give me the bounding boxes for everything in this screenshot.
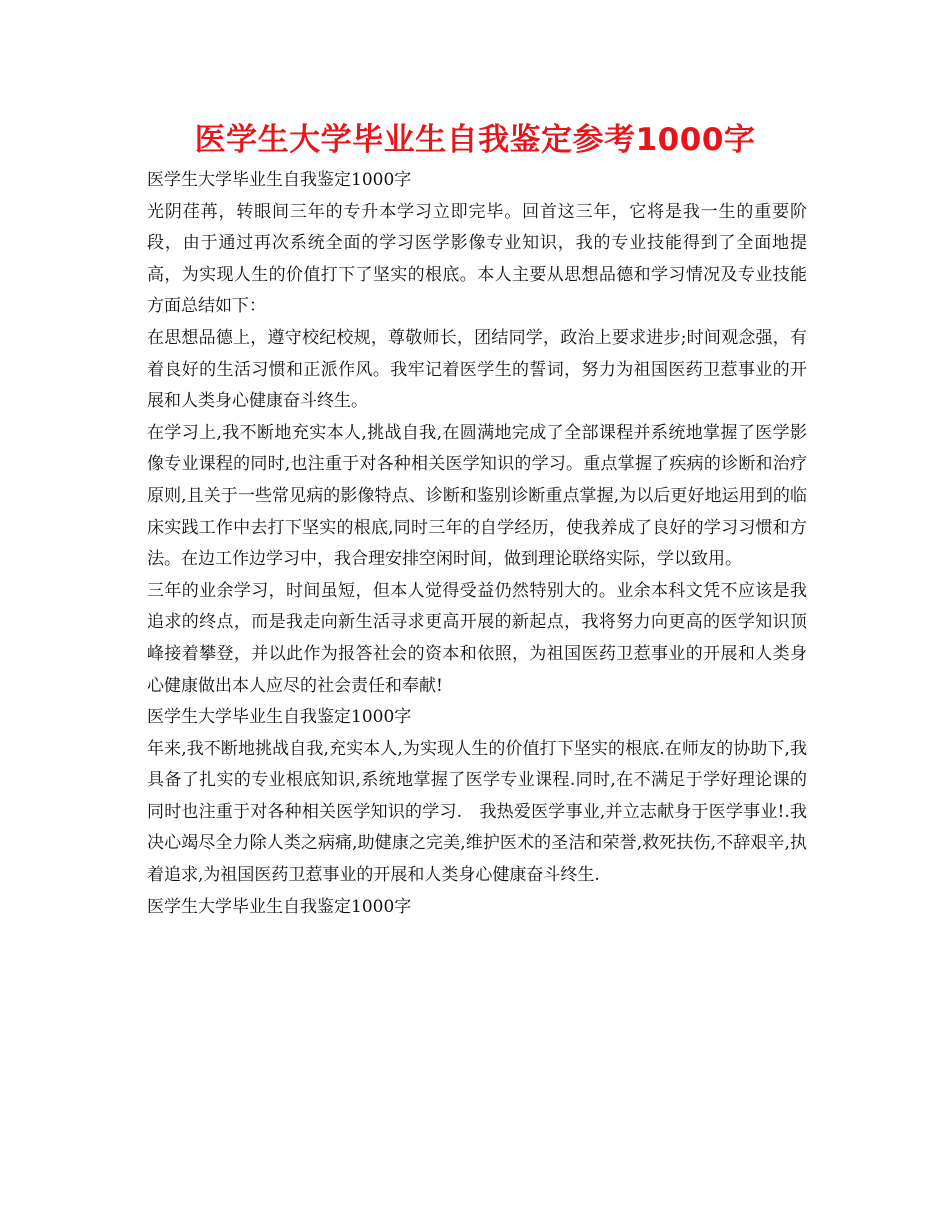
section-heading: 医学生大学毕业生自我鉴定1000字: [147, 896, 412, 917]
paragraph-second-essay: 年来,我不断地挑战自我,充实本人,为实现人生的价值打下坚实的根底.在师友的协助下,我具备了扎实的专业根底知识,系统地掌握了医学专业课程.同时,在不满足于学好理论课的同时也注重于对各种相关医学知识的学习. 我热爱医学事业,并立志献身于医学事业!.我决心竭尽全力除人类之病痛,助健康之完美,维护医术的圣洁和荣誉,救死扶伤,不辞艰辛,执着追求,为祖国医药卫惹事业的开展和人类身心健康奋斗终生.: [147, 738, 807, 886]
document-body: [147, 165, 807, 923]
document-title: 医学生大学毕业生自我鉴定参考1000字: [194, 122, 756, 158]
paragraph-intro: 光阴荏苒，转眼间三年的专升本学习立即完毕。回首这三年，它将是我一生的重要阶段，由于通过再次系统全面的学习医学影像专业知识，我的专业技能得到了全面地提高，为实现人生的价值打下了坚实的根底。本人主要从思想品德和学习情况及专业技能方面总结如下：: [147, 201, 807, 317]
section-heading: 医学生大学毕业生自我鉴定1000字: [147, 170, 412, 190]
paragraph-summary: 三年的业余学习，时间虽短，但本人觉得受益仍然特别大的。业余本科文凭不应该是我追求的终点，而是我走向新生活寻求更高开展的新起点，我将努力向更高的医学知识顶峰接着攀登，并以此作为报答社会的资本和依照，为祖国医药卫惹事业的开展和人类身心健康做出本人应尽的社会责任和奉献!: [147, 580, 807, 696]
paragraph-morality: 在思想品德上，遵守校纪校规，尊敬师长，团结同学，政治上要求进步;时间观念强，有着良好的生活习惯和正派作风。我牢记着医学生的誓词，努力为祖国医药卫惹事业的开展和人类身心健康奋斗终生。: [147, 327, 807, 412]
paragraph-study: 在学习上,我不断地充实本人,挑战自我,在圆满地完成了全部课程并系统地掌握了医学影像专业课程的同时,也注重于对各种相关医学知识的学习。重点掌握了疾病的诊断和治疗原则,且关于一些常见病的影像特点、诊断和鉴别诊断重点掌握,为以后更好地运用到的临床实践工作中去打下坚实的根底,同时三年的自学经历，使我养成了良好的学习习惯和方法。在边工作边学习中，我合理安排空闲时间，做到理论联络实际，学以致用。: [147, 422, 807, 570]
section-heading: 医学生大学毕业生自我鉴定1000字: [147, 707, 412, 728]
